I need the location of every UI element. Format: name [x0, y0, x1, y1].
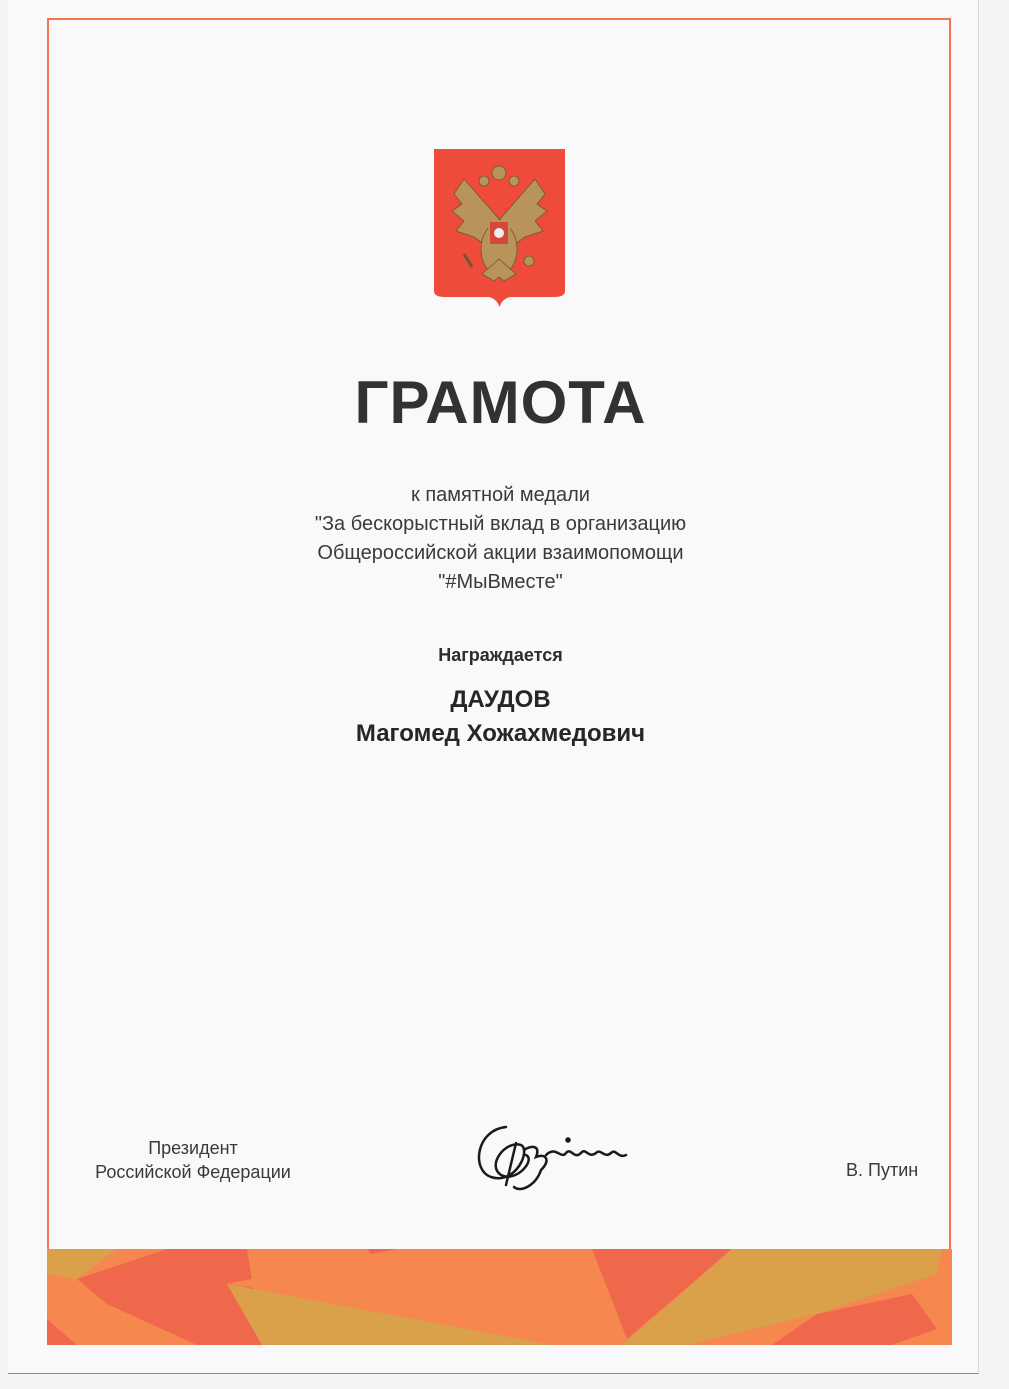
subtitle-line: "За бескорыстный вклад в организацию — [314, 513, 687, 535]
signature-icon — [466, 1115, 666, 1205]
awarded-label: Награждается — [438, 645, 563, 665]
document-title: ГРАМОТА — [354, 369, 647, 436]
coat-of-arms-icon — [434, 149, 565, 307]
position-line: Президент — [148, 1138, 238, 1158]
subtitle-line: Общероссийской акции взаимопомощи — [317, 542, 684, 564]
certificate-paper — [8, 0, 979, 1374]
signatory-position — [63, 1136, 323, 1184]
recipient-name — [8, 683, 993, 751]
decorative-band — [47, 1249, 952, 1345]
subtitle-line: "#МыВместе" — [438, 571, 563, 593]
position-line: Российской Федерации — [95, 1162, 291, 1182]
medal-description — [8, 481, 993, 597]
recipient-given-names: Магомед Хожахмедович — [355, 720, 646, 747]
recipient-surname: ДАУДОВ — [450, 686, 551, 713]
signatory-name: В. Путин — [846, 1160, 919, 1180]
subtitle-line: к памятной медали — [411, 484, 590, 506]
